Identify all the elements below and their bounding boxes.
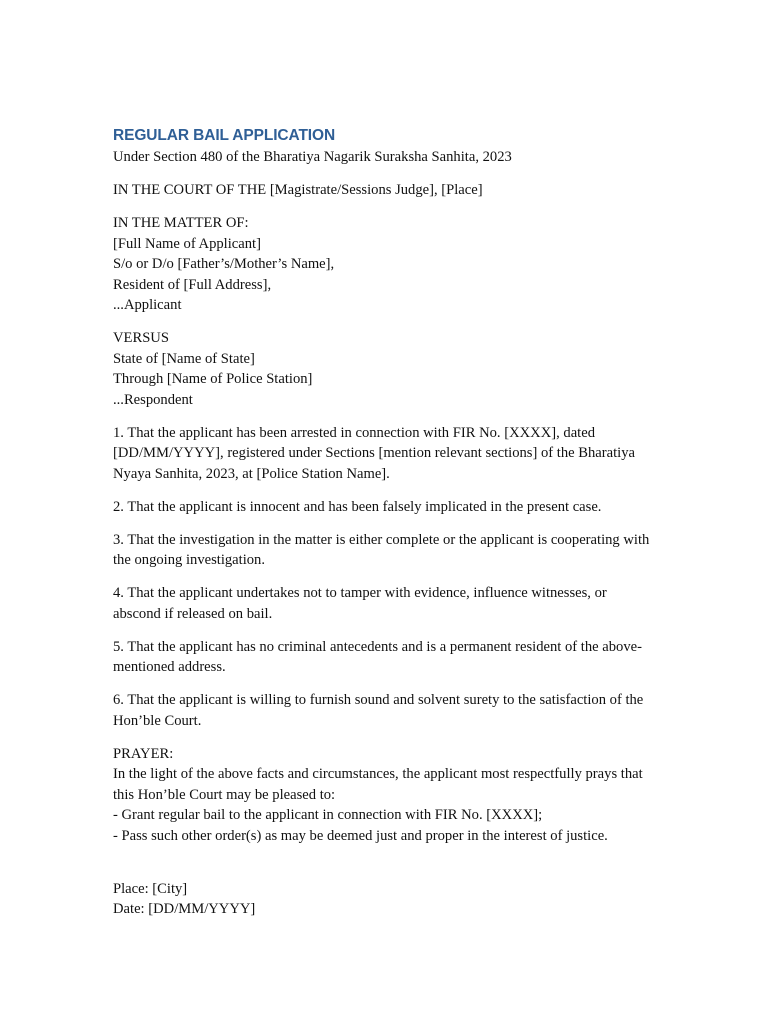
prayer-intro: In the light of the above facts and circumstances, the applicant most respectfully prays that this Hon’ble Court may be pleased to: xyxy=(113,766,643,803)
signature-block xyxy=(113,879,658,920)
date-line: Date: [DD/MM/YYYY] xyxy=(113,901,256,917)
prayer-item-1: - Grant regular bail to the applicant in connection with FIR No. [XXXX]; xyxy=(113,807,543,823)
applicant-name: [Full Name of Applicant] xyxy=(113,235,261,252)
spacer xyxy=(113,859,658,879)
court-line: IN THE COURT OF THE [Magistrate/Sessions Judge], [Place] xyxy=(113,182,483,198)
document-page xyxy=(113,125,658,920)
document-title: REGULAR BAIL APPLICATION xyxy=(113,127,336,144)
applicant-address: Resident of [Full Address], xyxy=(113,276,272,293)
respondent-through: Through [Name of Police Station] xyxy=(113,371,313,387)
respondent-role: ...Respondent xyxy=(113,391,193,408)
prayer-heading: PRAYER: xyxy=(113,745,174,762)
document-subtitle: Under Section 480 of the Bharatiya Nagarik Suraksha Sanhita, 2023 xyxy=(113,149,512,165)
point-3: 3. That the investigation in the matter is either complete or the applicant is cooperating with the ongoing investigation. xyxy=(113,531,650,568)
prayer-block xyxy=(113,744,658,847)
matter-heading: IN THE MATTER OF: xyxy=(113,215,249,231)
place-line: Place: [City] xyxy=(113,880,188,897)
point-4: 4. That the applicant undertakes not to tamper with evidence, influence witnesses, or abscond if released on bail. xyxy=(113,585,607,622)
prayer-item-2: - Pass such other order(s) as may be deemed just and proper in the interest of justice. xyxy=(113,827,608,844)
matter-block xyxy=(113,213,658,316)
point-2: 2. That the applicant is innocent and has been falsely implicated in the present case. xyxy=(113,498,602,515)
applicant-role: ...Applicant xyxy=(113,297,182,313)
point-6: 6. That the applicant is willing to furnish sound and solvent surety to the satisfaction of the Hon’ble Court. xyxy=(113,692,644,729)
respondent-state: State of [Name of State] xyxy=(113,350,255,367)
versus-heading: VERSUS xyxy=(113,330,169,346)
applicant-parent: S/o or D/o [Father’s/Mother’s Name], xyxy=(113,256,335,272)
versus-block xyxy=(113,328,658,410)
point-5: 5. That the applicant has no criminal antecedents and is a permanent resident of the above-mentioned address. xyxy=(113,638,642,675)
point-1: 1. That the applicant has been arrested in connection with FIR No. [XXXX], dated [DD/MM/YYYY], registered under Sections [mention relevant sections] of the Bharatiya Nyaya Sanhita, 2023, at [Police Station Name]. xyxy=(113,424,635,482)
